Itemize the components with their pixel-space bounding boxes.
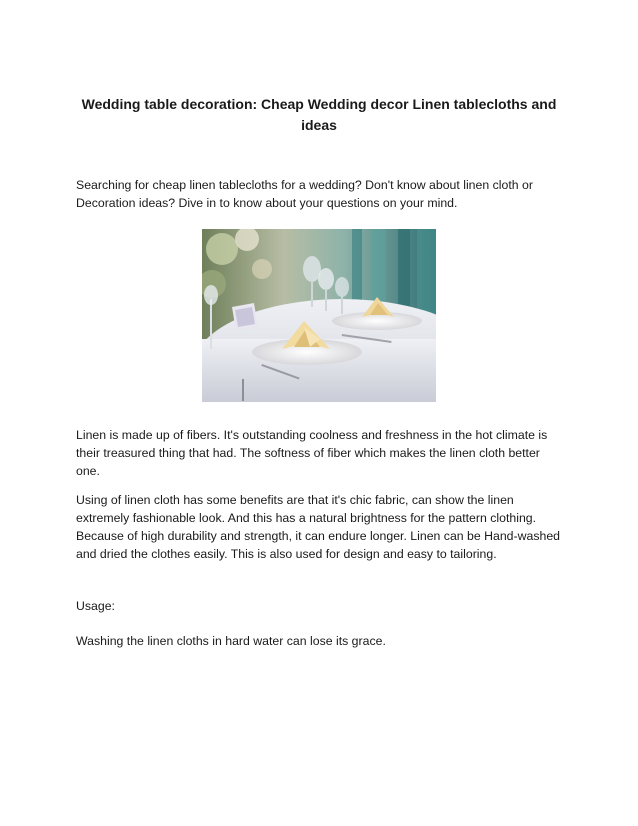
linen-benefits-paragraph: Using of linen cloth has some benefits are that it's chic fabric, can show the linen extremely fashionable look. And this has a natural brightness for the pattern clothing. Because of high durability and strength, it can endure longer. Linen can be Hand-washed and dried the clothes easily. This is also used for design and easy to tailoring.	[76, 493, 561, 561]
intro-paragraph: Searching for cheap linen tablecloths for a wedding? Don't know about linen cloth or Decoration ideas? Dive in to know about your questions on your mind.	[76, 178, 533, 210]
usage-paragraph: Washing the linen cloths in hard water can lose its grace.	[76, 634, 386, 648]
linen-fibers-paragraph: Linen is made up of fibers. It's outstanding coolness and freshness in the hot climate is their treasured thing that had. The softness of fiber which makes the linen cloth better one.	[76, 428, 548, 478]
wedding-table-photo	[202, 229, 436, 402]
usage-heading: Usage:	[76, 599, 115, 613]
document-title: Wedding table decoration: Cheap Wedding decor Linen tablecloths and ideas	[81, 96, 557, 133]
